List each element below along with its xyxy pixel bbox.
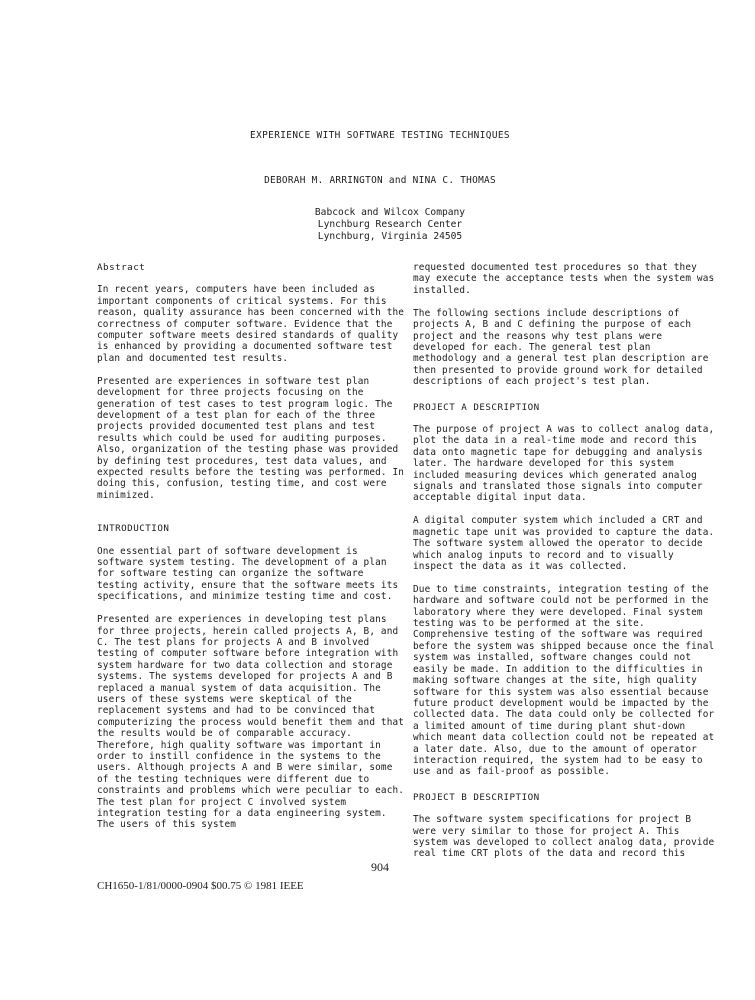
page-number: 904 xyxy=(371,860,389,874)
body-paragraph: requested documented test procedures so that they may execute the acceptance tests when the system was installed. xyxy=(413,262,715,296)
introduction-paragraph: Presented are experiences in developing test plans for three projects, herein called projects A, B, and C. The test plans for projects A and B involved testing of computer software before integration with system hardware for two data collection and storage systems. The systems developed for projects A and B replaced a manual system of data acquisition. The users of these systems were skeptical of the replacement systems and had to be convinced that computerizing the process would benefit them and that the results would be of comparable accuracy. Therefore, high quality software was important in order to instill confidence in the systems to the users. Although projects A and B were similar, some of the testing techniques were different due to constraints and problems which were peculiar to each. The test plan for project C involved system integration testing for a data engineering system. The users of this system xyxy=(97,614,405,831)
paper-title: EXPERIENCE WITH SOFTWARE TESTING TECHNIQUES xyxy=(250,130,510,141)
body-paragraph: The following sections include descriptions of projects A, B and C defining the purpose of each project and the reasons why test plans were developed for each. The general test plan methodology and a general test plan description are then presented to provide ground work for detailed descriptions of each project's test plan. xyxy=(413,307,709,388)
project-b-paragraph: The software system specifications for project B were very similar to those for project A. This system was developed to collect analog data, provide real time CRT plots of the data and record this xyxy=(413,814,715,860)
project-a-heading: PROJECT A DESCRIPTION xyxy=(413,401,540,413)
abstract-paragraph: Presented are experiences in software test plan development for three projects focusing on the generation of test cases to test program logic. The development of a test plan for each of the three projects provided documented test plans and test results which could be used for auditing purposes. Also, organization of the testing phase was provided by defining test procedures, test data values, and expected results before the testing was performed. In doing this, confusion, testing time, and cost were minimized. xyxy=(97,375,405,501)
paper-authors: DEBORAH M. ARRINGTON and NINA C. THOMAS xyxy=(264,175,496,186)
project-a-paragraph: Due to time constraints, integration testing of the hardware and software could not be performed in the laboratory where they were developed. Final system testing was to be performed at the site. Comprehensive testing of the software was required before the system was shipped because once the final system was installed, software changes could not easily be made. In addition to the difficulties in making software changes at the site, high quality software for this system was also essential because future product development would be impacted by the collected data. The data could only be collected for a limited amount of time during plant shut-down which meant data collection could not be repeated at a later date. Also, due to the amount of operator interaction required, the system had to be easy to use and as fail-proof as possible. xyxy=(413,583,715,778)
abstract-paragraph: In recent years, computers have been included as important components of critical systems. For this reason, quality assurance has been concerned with the correctness of computer software. Evidence that the computer software meets desired standards of quality is enhanced by providing a documented software test plan and documented test results. xyxy=(97,284,405,364)
affiliation-line: Babcock and Wilcox Company xyxy=(314,207,466,218)
affiliation-line: Lynchburg, Virginia 24505 xyxy=(317,231,463,242)
introduction-paragraph: One essential part of software development is software system testing. The development of a plan for software testing can organize the software testing activity, ensure that the software meets its specifications, and minimize testing time and cost. xyxy=(97,545,399,603)
copyright-notice: CH1650-1/81/0000-0904 $00.75 © 1981 IEEE xyxy=(97,880,304,892)
affiliation-line: Lynchburg Research Center xyxy=(317,219,463,230)
left-column xyxy=(97,262,407,842)
project-a-paragraph: A digital computer system which included a CRT and magnetic tape unit was provided to capture the data. The software system allowed the operator to decide which analog inputs to record and to visually inspect the data as it was collected. xyxy=(413,515,715,572)
right-column xyxy=(413,262,716,871)
introduction-heading: INTRODUCTION xyxy=(97,523,170,535)
abstract-heading: Abstract xyxy=(97,262,146,273)
project-b-heading: PROJECT B DESCRIPTION xyxy=(413,791,540,803)
project-a-paragraph: The purpose of project A was to collect analog data, plot the data in a real-time mode and record this data onto magnetic tape for debugging and analysis later. The hardware developed for this system included measuring devices which generated analog signals and translated those signals into computer acceptable digital input data. xyxy=(413,423,715,504)
author-affiliation xyxy=(290,207,490,243)
